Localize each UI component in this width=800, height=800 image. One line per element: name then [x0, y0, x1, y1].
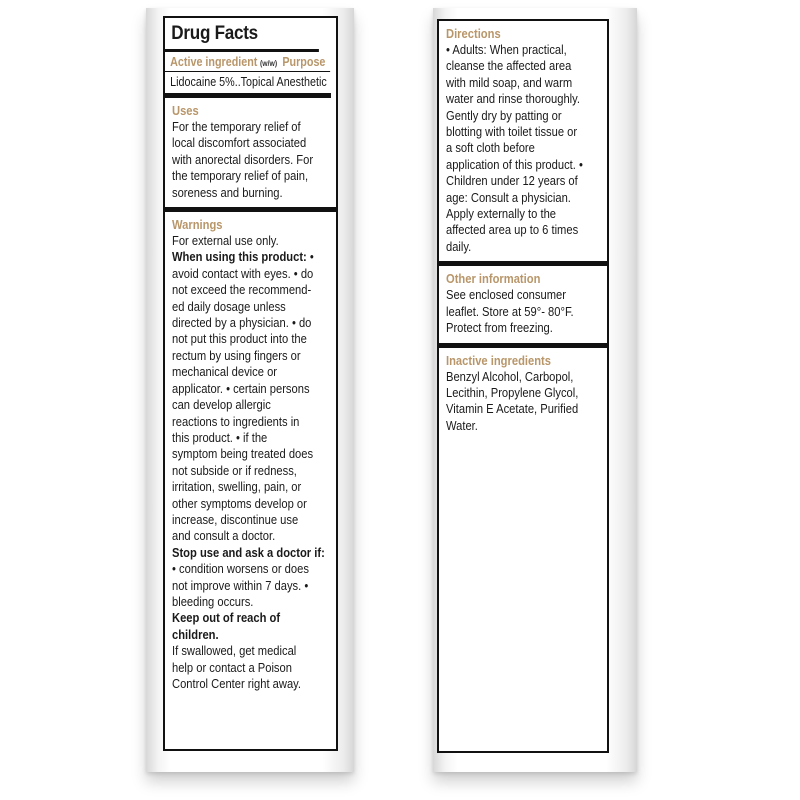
- inactive-ingredients-line: Lecithin, Propylene Glycol,: [446, 384, 579, 400]
- inactive-ingredients-line: Benzyl Alcohol, Carbopol,: [446, 368, 574, 384]
- keep-out-line: Keep out of reach of: [172, 610, 281, 626]
- warnings-section: [165, 207, 336, 698]
- drug-facts-panel-right: [437, 19, 609, 753]
- when-using-line: reactions to ingredients in: [172, 413, 300, 429]
- other-information-body: [446, 287, 601, 336]
- inactive-ingredients-body: [446, 369, 601, 435]
- active-ingredient-label: Active ingredient: [170, 55, 258, 69]
- when-using-line: increase, discontinue use: [172, 511, 299, 527]
- drug-facts-box-right: [433, 8, 637, 772]
- stop-use-heading: Stop use and ask a doctor if:: [172, 544, 325, 560]
- when-using-line: irritation, swelling, pain, or: [172, 479, 302, 495]
- active-ingredient-unit: (w/w): [259, 59, 278, 68]
- uses-heading: Uses: [172, 103, 199, 118]
- drug-facts-panel-left: [163, 16, 338, 751]
- other-information-heading: Other information: [446, 271, 541, 287]
- uses-line: soreness and burning.: [172, 184, 283, 200]
- directions-line: affected area up to 6 times: [446, 222, 579, 238]
- inactive-ingredients-line: Vitamin E Acetate, Purified: [446, 401, 579, 417]
- other-information-section: [439, 261, 607, 342]
- directions-line: Gently dry by patting or: [446, 107, 562, 123]
- inactive-ingredients-heading: Inactive ingredients: [446, 352, 552, 368]
- uses-body: [172, 119, 330, 201]
- other-information-line: leaflet. Store at 59°- 80°F.: [446, 303, 574, 319]
- inactive-ingredients-line: Water.: [446, 417, 478, 433]
- when-using-line: rectum by using fingers or: [172, 347, 301, 363]
- uses-line: For the temporary relief of: [172, 119, 301, 134]
- active-ingredient-label-group: [170, 55, 277, 69]
- when-using-line: can develop allergic: [172, 397, 271, 413]
- drug-facts-title: Drug Facts: [165, 18, 319, 52]
- directions-section: [439, 21, 607, 261]
- stop-use-line: • condition worsens or does: [172, 561, 309, 577]
- directions-line: a soft cloth before: [446, 140, 535, 156]
- directions-line: application of this product. •: [446, 156, 583, 172]
- directions-line: cleanse the affected area: [446, 58, 572, 74]
- when-using-line: symptom being treated does: [172, 446, 314, 462]
- swallowed-line: help or contact a Poison: [172, 659, 292, 675]
- directions-line: age: Consult a physician.: [446, 189, 571, 205]
- purpose-label: Purpose: [282, 55, 326, 69]
- when-using-line: other symptoms develop or: [172, 495, 307, 511]
- when-using-line: ed daily dosage unless: [172, 298, 286, 314]
- directions-line: with mild soap, and warm: [446, 74, 573, 90]
- ingredient-line: Lidocaine 5%..Topical Anesthetic: [165, 72, 331, 98]
- uses-section: [165, 98, 336, 207]
- when-using-line: and consult a doctor.: [172, 528, 276, 544]
- directions-line: Apply externally to the: [446, 206, 556, 222]
- when-using-line: not put this product into the: [172, 331, 307, 347]
- warnings-body: [172, 233, 330, 692]
- inactive-ingredients-section: [439, 343, 607, 441]
- directions-line: • Adults: When practical,: [446, 42, 567, 57]
- directions-line: Children under 12 years of: [446, 173, 578, 189]
- keep-out-line: children.: [172, 626, 219, 642]
- other-information-line: See enclosed consumer: [446, 287, 566, 303]
- directions-heading: Directions: [446, 26, 501, 41]
- when-using-line: this product. • if the: [172, 429, 268, 445]
- directions-line: daily.: [446, 238, 472, 254]
- when-using-line: not subside or if redness,: [172, 462, 297, 478]
- warnings-heading: Warnings: [172, 217, 223, 233]
- uses-line: with anorectal disorders. For: [172, 151, 314, 167]
- other-information-line: Protect from freezing.: [446, 320, 553, 336]
- when-using-line: [172, 249, 330, 265]
- stop-use-line: not improve within 7 days. •: [172, 577, 309, 593]
- stop-use-line: bleeding occurs.: [172, 593, 254, 609]
- when-using-line: applicator. • certain persons: [172, 380, 310, 396]
- directions-body: [446, 42, 601, 255]
- when-using-line: avoid contact with eyes. • do: [172, 265, 314, 281]
- directions-line: water and rinse thoroughly.: [446, 91, 581, 107]
- when-using-line: not exceed the recommend-: [172, 282, 312, 298]
- uses-line: local discomfort associated: [172, 135, 307, 151]
- swallowed-line: Control Center right away.: [172, 676, 302, 691]
- external-use-line: For external use only.: [172, 233, 279, 249]
- when-using-line: directed by a physician. • do: [172, 315, 312, 331]
- when-using-line: mechanical device or: [172, 364, 278, 380]
- active-ingredient-header: [165, 52, 330, 72]
- directions-line: blotting with toilet tissue or: [446, 124, 578, 140]
- drug-facts-box-left: [146, 8, 354, 772]
- uses-line: the temporary relief of pain,: [172, 168, 309, 184]
- swallowed-line: If swallowed, get medical: [172, 643, 297, 659]
- when-using-heading: When using this product:: [172, 249, 307, 265]
- when-using-lead: •: [306, 249, 314, 265]
